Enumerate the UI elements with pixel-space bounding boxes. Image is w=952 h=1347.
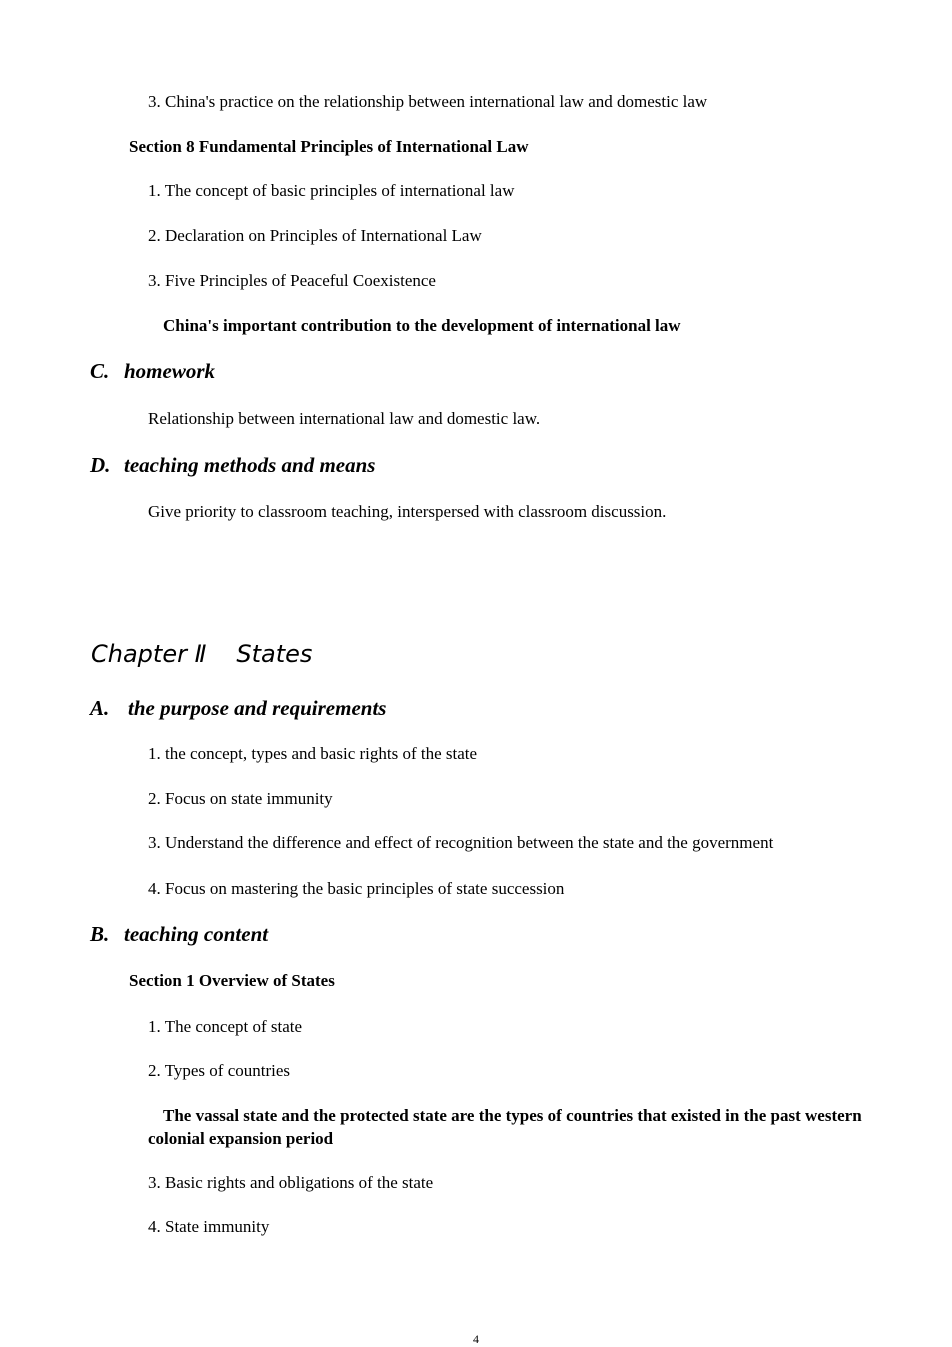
section-heading: Section 1 Overview of States — [129, 971, 335, 990]
list-item: 3. Five Principles of Peaceful Coexistence — [148, 271, 436, 290]
heading-title: teaching content — [124, 922, 269, 946]
list-item: 1. The concept of state — [148, 1017, 303, 1036]
list-item: 3. China's practice on the relationship between international law and domestic law — [148, 92, 708, 111]
chapter-number: Chapter Ⅱ — [91, 640, 207, 668]
section-heading: Section 8 Fundamental Principles of International Law — [129, 137, 529, 156]
list-item: 3. Understand the difference and effect of recognition between the state and the government — [148, 833, 774, 852]
chapter-title — [91, 640, 312, 668]
content-heading — [90, 922, 268, 947]
list-item: 4. State immunity — [148, 1217, 270, 1236]
heading-title: teaching methods and means — [124, 453, 376, 477]
emphasis-note: China's important contribution to the development of international law — [163, 316, 681, 335]
emphasis-note — [148, 1104, 868, 1150]
list-item: 2. Focus on state immunity — [148, 789, 333, 808]
list-item: 3. Basic rights and obligations of the state — [148, 1173, 434, 1192]
list-item: 1. The concept of basic principles of international law — [148, 181, 515, 200]
homework-heading — [90, 359, 215, 384]
list-item: 1. the concept, types and basic rights of the state — [148, 744, 478, 763]
methods-text: Give priority to classroom teaching, interspersed with classroom discussion. — [148, 502, 667, 521]
note-text: The vassal state and the protected state are the types of countries that existed in the past western colonial expansion period — [148, 1106, 862, 1148]
list-item: 2. Types of countries — [148, 1061, 291, 1080]
list-item: 4. Focus on mastering the basic principles of state succession — [148, 879, 565, 898]
heading-letter: B. — [90, 922, 110, 946]
page-number: 4 — [473, 1332, 479, 1346]
chapter-name: States — [236, 640, 313, 668]
heading-title: the purpose and requirements — [128, 696, 387, 720]
methods-heading — [90, 453, 375, 478]
heading-letter: C. — [90, 359, 110, 383]
heading-title: homework — [124, 359, 216, 383]
purpose-heading — [90, 696, 386, 721]
homework-text: Relationship between international law and domestic law. — [148, 409, 541, 428]
list-item: 2. Declaration on Principles of International Law — [148, 226, 482, 245]
heading-letter: A. — [90, 696, 110, 720]
heading-letter: D. — [90, 453, 111, 477]
